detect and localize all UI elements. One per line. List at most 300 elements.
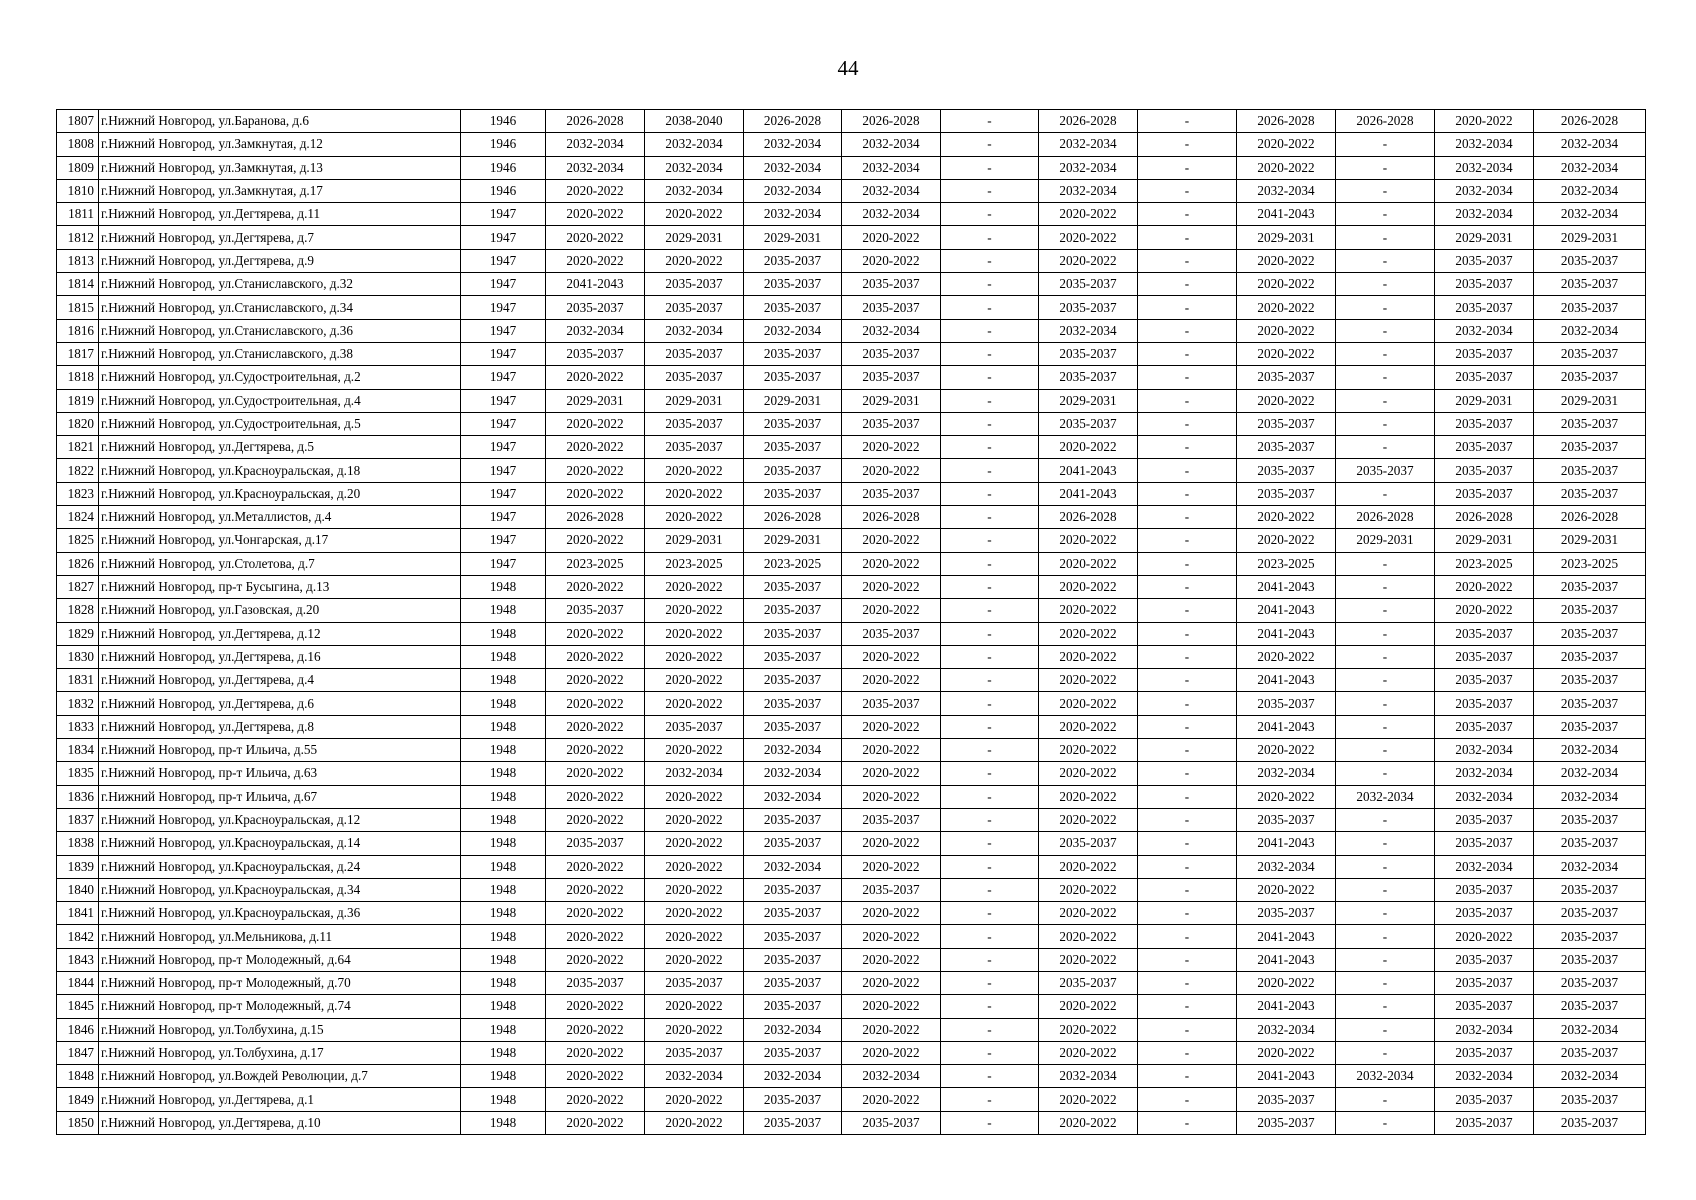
cell-period-4: 2032-2034: [842, 1065, 941, 1088]
cell-period-6: 2020-2022: [1039, 1088, 1138, 1111]
cell-period-4: 2029-2031: [842, 389, 941, 412]
table-row: [57, 482, 1646, 505]
cell-period-7: -: [1138, 902, 1237, 925]
cell-period-8: 2035-2037: [1237, 459, 1336, 482]
cell-build-year: 1948: [461, 971, 546, 994]
cell-period-5: -: [941, 808, 1039, 831]
cell-period-10: 2035-2037: [1435, 296, 1534, 319]
table-row: [57, 342, 1646, 365]
cell-period-10: 2035-2037: [1435, 995, 1534, 1018]
cell-period-9: -: [1336, 669, 1435, 692]
cell-period-7: -: [1138, 925, 1237, 948]
cell-row-number: 1831: [57, 669, 99, 692]
cell-period-6: 2020-2022: [1039, 226, 1138, 249]
cell-build-year: 1948: [461, 925, 546, 948]
cell-period-7: -: [1138, 156, 1237, 179]
cell-period-1: 2020-2022: [546, 669, 645, 692]
cell-period-6: 2020-2022: [1039, 902, 1138, 925]
cell-period-11: 2035-2037: [1534, 1041, 1646, 1064]
cell-address: г.Нижний Новгород, ул.Толбухина, д.17: [99, 1041, 461, 1064]
cell-row-number: 1824: [57, 506, 99, 529]
cell-build-year: 1947: [461, 319, 546, 342]
table-row: [57, 249, 1646, 272]
cell-period-3: 2035-2037: [744, 273, 842, 296]
cell-period-10: 2026-2028: [1435, 506, 1534, 529]
cell-period-8: 2020-2022: [1237, 529, 1336, 552]
cell-period-8: 2032-2034: [1237, 855, 1336, 878]
cell-period-4: 2032-2034: [842, 319, 941, 342]
cell-period-11: 2035-2037: [1534, 599, 1646, 622]
cell-build-year: 1947: [461, 552, 546, 575]
cell-period-10: 2032-2034: [1435, 762, 1534, 785]
cell-period-6: 2020-2022: [1039, 785, 1138, 808]
cell-build-year: 1947: [461, 273, 546, 296]
cell-address: г.Нижний Новгород, ул.Судостроительная, д.5: [99, 412, 461, 435]
cell-period-7: -: [1138, 1088, 1237, 1111]
table-row: [57, 1018, 1646, 1041]
cell-period-3: 2035-2037: [744, 342, 842, 365]
cell-period-7: -: [1138, 971, 1237, 994]
cell-period-8: 2041-2043: [1237, 925, 1336, 948]
table-row: [57, 552, 1646, 575]
cell-period-1: 2020-2022: [546, 622, 645, 645]
cell-build-year: 1947: [461, 506, 546, 529]
cell-build-year: 1948: [461, 575, 546, 598]
cell-period-5: -: [941, 785, 1039, 808]
cell-row-number: 1848: [57, 1065, 99, 1088]
cell-period-3: 2035-2037: [744, 1041, 842, 1064]
cell-period-2: 2023-2025: [645, 552, 744, 575]
cell-address: г.Нижний Новгород, ул.Замкнутая, д.17: [99, 179, 461, 202]
cell-period-7: -: [1138, 855, 1237, 878]
cell-address: г.Нижний Новгород, ул.Мельникова, д.11: [99, 925, 461, 948]
cell-period-1: 2032-2034: [546, 133, 645, 156]
cell-period-4: 2035-2037: [842, 366, 941, 389]
cell-period-6: 2020-2022: [1039, 669, 1138, 692]
table-row: [57, 529, 1646, 552]
cell-period-1: 2020-2022: [546, 575, 645, 598]
table-row: [57, 133, 1646, 156]
cell-period-11: 2035-2037: [1534, 1111, 1646, 1134]
cell-period-6: 2020-2022: [1039, 715, 1138, 738]
cell-period-2: 2032-2034: [645, 133, 744, 156]
cell-period-7: -: [1138, 1041, 1237, 1064]
cell-period-9: -: [1336, 599, 1435, 622]
cell-address: г.Нижний Новгород, ул.Баранова, д.6: [99, 110, 461, 133]
cell-period-1: 2020-2022: [546, 785, 645, 808]
cell-period-7: -: [1138, 995, 1237, 1018]
cell-period-2: 2020-2022: [645, 1088, 744, 1111]
cell-period-9: -: [1336, 575, 1435, 598]
table-body: [57, 110, 1646, 1135]
cell-period-8: 2035-2037: [1237, 412, 1336, 435]
cell-period-5: -: [941, 133, 1039, 156]
cell-period-1: 2035-2037: [546, 599, 645, 622]
cell-period-11: 2032-2034: [1534, 319, 1646, 342]
cell-period-3: 2029-2031: [744, 226, 842, 249]
cell-address: г.Нижний Новгород, ул.Красноуральская, д.20: [99, 482, 461, 505]
cell-period-4: 2020-2022: [842, 436, 941, 459]
cell-period-4: 2020-2022: [842, 762, 941, 785]
cell-period-6: 2026-2028: [1039, 506, 1138, 529]
cell-address: г.Нижний Новгород, ул.Газовская, д.20: [99, 599, 461, 622]
cell-period-5: -: [941, 622, 1039, 645]
table-row: [57, 808, 1646, 831]
cell-period-6: 2035-2037: [1039, 412, 1138, 435]
cell-period-8: 2020-2022: [1237, 389, 1336, 412]
cell-period-2: 2020-2022: [645, 739, 744, 762]
cell-build-year: 1947: [461, 249, 546, 272]
cell-period-5: -: [941, 249, 1039, 272]
cell-period-3: 2035-2037: [744, 249, 842, 272]
cell-period-10: 2032-2034: [1435, 203, 1534, 226]
cell-build-year: 1948: [461, 1018, 546, 1041]
cell-period-9: -: [1336, 552, 1435, 575]
cell-period-11: 2029-2031: [1534, 389, 1646, 412]
cell-build-year: 1948: [461, 832, 546, 855]
cell-period-10: 2035-2037: [1435, 273, 1534, 296]
cell-period-3: 2035-2037: [744, 575, 842, 598]
cell-period-11: 2035-2037: [1534, 296, 1646, 319]
cell-period-2: 2032-2034: [645, 179, 744, 202]
cell-period-10: 2035-2037: [1435, 832, 1534, 855]
cell-period-7: -: [1138, 133, 1237, 156]
cell-period-8: 2035-2037: [1237, 1111, 1336, 1134]
cell-period-7: -: [1138, 342, 1237, 365]
cell-period-5: -: [941, 902, 1039, 925]
table-row: [57, 645, 1646, 668]
cell-period-1: 2020-2022: [546, 1018, 645, 1041]
cell-period-1: 2020-2022: [546, 645, 645, 668]
cell-period-1: 2020-2022: [546, 482, 645, 505]
cell-period-11: 2035-2037: [1534, 692, 1646, 715]
cell-period-7: -: [1138, 296, 1237, 319]
cell-period-6: 2020-2022: [1039, 855, 1138, 878]
cell-period-8: 2041-2043: [1237, 669, 1336, 692]
cell-period-1: 2020-2022: [546, 226, 645, 249]
cell-period-3: 2029-2031: [744, 389, 842, 412]
cell-period-6: 2032-2034: [1039, 133, 1138, 156]
table-row: [57, 412, 1646, 435]
cell-build-year: 1947: [461, 342, 546, 365]
cell-period-5: -: [941, 319, 1039, 342]
cell-period-5: -: [941, 995, 1039, 1018]
cell-build-year: 1948: [461, 995, 546, 1018]
cell-period-11: 2035-2037: [1534, 249, 1646, 272]
cell-period-7: -: [1138, 273, 1237, 296]
cell-period-1: 2020-2022: [546, 459, 645, 482]
table-row: [57, 110, 1646, 133]
cell-period-1: 2020-2022: [546, 1065, 645, 1088]
table-row: [57, 832, 1646, 855]
cell-period-1: 2020-2022: [546, 179, 645, 202]
cell-period-4: 2032-2034: [842, 179, 941, 202]
cell-period-8: 2029-2031: [1237, 226, 1336, 249]
cell-period-9: -: [1336, 878, 1435, 901]
cell-period-10: 2029-2031: [1435, 389, 1534, 412]
cell-period-9: 2029-2031: [1336, 529, 1435, 552]
cell-address: г.Нижний Новгород, ул.Чонгарская, д.17: [99, 529, 461, 552]
cell-row-number: 1836: [57, 785, 99, 808]
cell-period-4: 2020-2022: [842, 715, 941, 738]
cell-period-3: 2035-2037: [744, 459, 842, 482]
cell-period-3: 2035-2037: [744, 878, 842, 901]
cell-period-11: 2035-2037: [1534, 878, 1646, 901]
cell-period-1: 2035-2037: [546, 296, 645, 319]
cell-period-9: 2032-2034: [1336, 785, 1435, 808]
cell-period-4: 2035-2037: [842, 296, 941, 319]
cell-period-8: 2020-2022: [1237, 342, 1336, 365]
cell-period-11: 2032-2034: [1534, 179, 1646, 202]
cell-period-6: 2035-2037: [1039, 273, 1138, 296]
cell-address: г.Нижний Новгород, пр-т Ильича, д.67: [99, 785, 461, 808]
cell-build-year: 1948: [461, 692, 546, 715]
cell-period-4: 2020-2022: [842, 832, 941, 855]
cell-period-10: 2035-2037: [1435, 902, 1534, 925]
cell-period-9: -: [1336, 925, 1435, 948]
cell-period-7: -: [1138, 529, 1237, 552]
cell-period-4: 2020-2022: [842, 855, 941, 878]
cell-period-4: 2020-2022: [842, 552, 941, 575]
cell-period-9: -: [1336, 179, 1435, 202]
cell-period-2: 2032-2034: [645, 319, 744, 342]
cell-period-2: 2035-2037: [645, 412, 744, 435]
cell-period-3: 2035-2037: [744, 902, 842, 925]
cell-period-5: -: [941, 599, 1039, 622]
cell-row-number: 1842: [57, 925, 99, 948]
cell-period-4: 2020-2022: [842, 948, 941, 971]
cell-row-number: 1817: [57, 342, 99, 365]
cell-period-2: 2020-2022: [645, 645, 744, 668]
cell-row-number: 1825: [57, 529, 99, 552]
cell-period-3: 2035-2037: [744, 832, 842, 855]
cell-period-3: 2032-2034: [744, 1018, 842, 1041]
cell-row-number: 1818: [57, 366, 99, 389]
cell-period-7: -: [1138, 203, 1237, 226]
cell-period-11: 2035-2037: [1534, 482, 1646, 505]
cell-period-4: 2020-2022: [842, 669, 941, 692]
cell-period-2: 2020-2022: [645, 1018, 744, 1041]
cell-period-11: 2035-2037: [1534, 459, 1646, 482]
cell-period-4: 2032-2034: [842, 156, 941, 179]
cell-period-4: 2020-2022: [842, 739, 941, 762]
cell-row-number: 1812: [57, 226, 99, 249]
cell-period-1: 2020-2022: [546, 1088, 645, 1111]
cell-period-10: 2035-2037: [1435, 482, 1534, 505]
cell-period-1: 2035-2037: [546, 832, 645, 855]
table-row: [57, 669, 1646, 692]
cell-address: г.Нижний Новгород, ул.Красноуральская, д.34: [99, 878, 461, 901]
cell-period-2: 2020-2022: [645, 902, 744, 925]
cell-period-11: 2032-2034: [1534, 1018, 1646, 1041]
cell-period-10: 2035-2037: [1435, 459, 1534, 482]
cell-period-5: -: [941, 412, 1039, 435]
cell-row-number: 1832: [57, 692, 99, 715]
cell-period-3: 2035-2037: [744, 1088, 842, 1111]
cell-period-9: -: [1336, 319, 1435, 342]
cell-build-year: 1948: [461, 878, 546, 901]
cell-period-7: -: [1138, 715, 1237, 738]
cell-period-8: 2032-2034: [1237, 179, 1336, 202]
cell-address: г.Нижний Новгород, пр-т Молодежный, д.64: [99, 948, 461, 971]
cell-period-7: -: [1138, 622, 1237, 645]
cell-build-year: 1946: [461, 110, 546, 133]
cell-period-9: 2032-2034: [1336, 1065, 1435, 1088]
cell-row-number: 1850: [57, 1111, 99, 1134]
cell-period-3: 2035-2037: [744, 622, 842, 645]
table-row: [57, 692, 1646, 715]
cell-build-year: 1948: [461, 715, 546, 738]
cell-period-2: 2020-2022: [645, 506, 744, 529]
cell-build-year: 1947: [461, 389, 546, 412]
cell-period-5: -: [941, 692, 1039, 715]
cell-period-1: 2032-2034: [546, 319, 645, 342]
cell-period-5: -: [941, 762, 1039, 785]
cell-period-8: 2020-2022: [1237, 785, 1336, 808]
cell-period-9: -: [1336, 156, 1435, 179]
cell-row-number: 1833: [57, 715, 99, 738]
cell-period-3: 2032-2034: [744, 1065, 842, 1088]
cell-period-3: 2032-2034: [744, 762, 842, 785]
cell-period-10: 2035-2037: [1435, 1111, 1534, 1134]
cell-row-number: 1846: [57, 1018, 99, 1041]
cell-row-number: 1838: [57, 832, 99, 855]
cell-period-8: 2035-2037: [1237, 808, 1336, 831]
cell-period-7: -: [1138, 249, 1237, 272]
cell-period-2: 2020-2022: [645, 832, 744, 855]
cell-period-10: 2020-2022: [1435, 575, 1534, 598]
cell-period-9: -: [1336, 902, 1435, 925]
cell-period-11: 2035-2037: [1534, 902, 1646, 925]
cell-period-6: 2041-2043: [1039, 459, 1138, 482]
cell-period-9: -: [1336, 855, 1435, 878]
cell-build-year: 1947: [461, 366, 546, 389]
table-row: [57, 599, 1646, 622]
cell-address: г.Нижний Новгород, пр-т Молодежный, д.74: [99, 995, 461, 1018]
cell-period-7: -: [1138, 1111, 1237, 1134]
cell-period-2: 2020-2022: [645, 785, 744, 808]
cell-period-4: 2020-2022: [842, 1018, 941, 1041]
table-row: [57, 366, 1646, 389]
cell-period-6: 2020-2022: [1039, 529, 1138, 552]
table-row: [57, 948, 1646, 971]
cell-period-7: -: [1138, 645, 1237, 668]
cell-row-number: 1815: [57, 296, 99, 319]
cell-period-1: 2020-2022: [546, 925, 645, 948]
cell-period-10: 2035-2037: [1435, 436, 1534, 459]
cell-period-10: 2035-2037: [1435, 669, 1534, 692]
cell-address: г.Нижний Новгород, ул.Дегтярева, д.8: [99, 715, 461, 738]
cell-period-1: 2020-2022: [546, 739, 645, 762]
cell-period-5: -: [941, 925, 1039, 948]
cell-period-6: 2029-2031: [1039, 389, 1138, 412]
cell-address: г.Нижний Новгород, ул.Станиславского, д.34: [99, 296, 461, 319]
cell-period-8: 2041-2043: [1237, 715, 1336, 738]
cell-period-9: -: [1336, 296, 1435, 319]
cell-period-2: 2035-2037: [645, 715, 744, 738]
cell-period-4: 2035-2037: [842, 482, 941, 505]
cell-row-number: 1807: [57, 110, 99, 133]
cell-period-6: 2020-2022: [1039, 762, 1138, 785]
cell-period-5: -: [941, 1018, 1039, 1041]
cell-period-1: 2035-2037: [546, 342, 645, 365]
cell-period-11: 2032-2034: [1534, 133, 1646, 156]
cell-period-7: -: [1138, 482, 1237, 505]
cell-period-5: -: [941, 389, 1039, 412]
cell-period-10: 2035-2037: [1435, 1041, 1534, 1064]
cell-period-10: 2032-2034: [1435, 1065, 1534, 1088]
cell-row-number: 1820: [57, 412, 99, 435]
cell-address: г.Нижний Новгород, ул.Красноуральская, д.12: [99, 808, 461, 831]
cell-period-6: 2026-2028: [1039, 110, 1138, 133]
table-row: [57, 226, 1646, 249]
cell-period-8: 2020-2022: [1237, 133, 1336, 156]
table-row: [57, 1088, 1646, 1111]
cell-period-8: 2041-2043: [1237, 1065, 1336, 1088]
cell-period-7: -: [1138, 366, 1237, 389]
cell-build-year: 1947: [461, 296, 546, 319]
table-row: [57, 319, 1646, 342]
cell-period-6: 2020-2022: [1039, 599, 1138, 622]
cell-period-9: -: [1336, 971, 1435, 994]
cell-period-10: 2032-2034: [1435, 156, 1534, 179]
cell-address: г.Нижний Новгород, ул.Дегтярева, д.7: [99, 226, 461, 249]
cell-period-4: 2035-2037: [842, 412, 941, 435]
cell-build-year: 1947: [461, 436, 546, 459]
cell-period-7: -: [1138, 226, 1237, 249]
cell-period-5: -: [941, 436, 1039, 459]
cell-period-5: -: [941, 156, 1039, 179]
cell-period-3: 2032-2034: [744, 855, 842, 878]
cell-address: г.Нижний Новгород, ул.Дегтярева, д.4: [99, 669, 461, 692]
table-row: [57, 506, 1646, 529]
cell-period-4: 2020-2022: [842, 599, 941, 622]
cell-period-10: 2035-2037: [1435, 878, 1534, 901]
cell-period-8: 2035-2037: [1237, 902, 1336, 925]
cell-period-9: -: [1336, 1111, 1435, 1134]
cell-period-1: 2035-2037: [546, 971, 645, 994]
cell-period-11: 2035-2037: [1534, 436, 1646, 459]
cell-period-11: 2035-2037: [1534, 832, 1646, 855]
cell-period-8: 2041-2043: [1237, 203, 1336, 226]
cell-period-3: 2035-2037: [744, 1111, 842, 1134]
cell-period-2: 2020-2022: [645, 1111, 744, 1134]
cell-period-6: 2020-2022: [1039, 436, 1138, 459]
cell-period-6: 2032-2034: [1039, 319, 1138, 342]
cell-period-10: 2035-2037: [1435, 342, 1534, 365]
cell-row-number: 1823: [57, 482, 99, 505]
cell-period-3: 2035-2037: [744, 436, 842, 459]
cell-build-year: 1946: [461, 133, 546, 156]
cell-period-7: -: [1138, 948, 1237, 971]
cell-period-9: 2026-2028: [1336, 110, 1435, 133]
cell-period-10: 2035-2037: [1435, 971, 1534, 994]
cell-period-3: 2035-2037: [744, 715, 842, 738]
cell-build-year: 1948: [461, 785, 546, 808]
cell-period-4: 2035-2037: [842, 808, 941, 831]
cell-period-5: -: [941, 1111, 1039, 1134]
table-row: [57, 1041, 1646, 1064]
cell-build-year: 1948: [461, 645, 546, 668]
cell-period-3: 2035-2037: [744, 599, 842, 622]
cell-period-9: -: [1336, 808, 1435, 831]
cell-period-5: -: [941, 948, 1039, 971]
cell-address: г.Нижний Новгород, ул.Станиславского, д.36: [99, 319, 461, 342]
cell-period-6: 2020-2022: [1039, 925, 1138, 948]
cell-period-11: 2035-2037: [1534, 342, 1646, 365]
cell-period-5: -: [941, 669, 1039, 692]
table-row: [57, 1111, 1646, 1134]
